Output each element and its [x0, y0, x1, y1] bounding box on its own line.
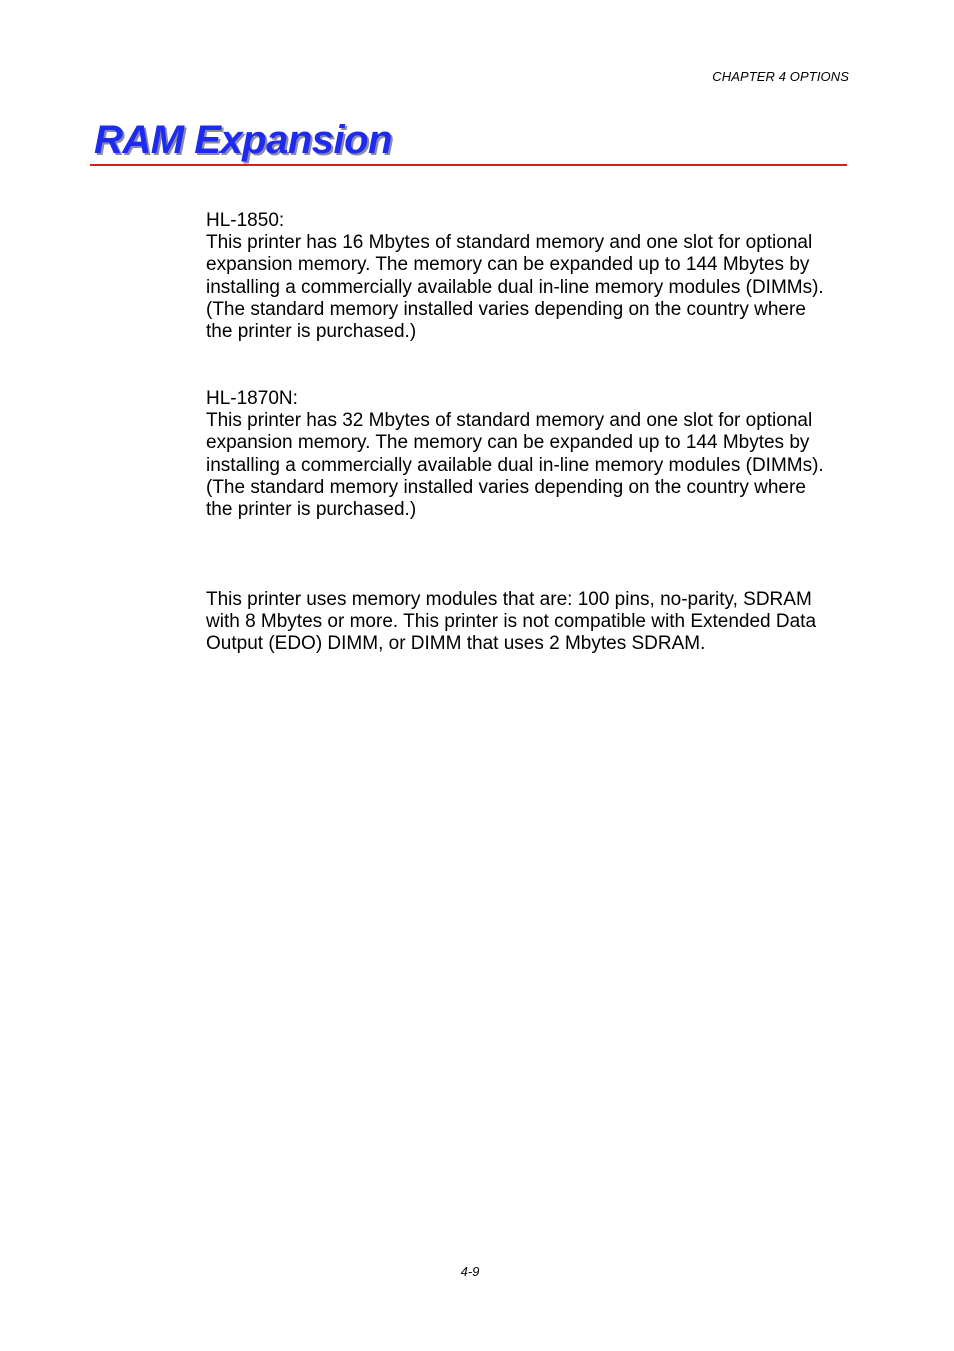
section-hl-1850: [206, 210, 846, 343]
body-line: This printer has 16 Mbytes of standard memory and one slot for optional: [206, 232, 813, 254]
model-heading: HL-1850:: [206, 210, 285, 231]
page-number: 4-9: [460, 1264, 480, 1279]
section-hl-1870n: [206, 388, 846, 521]
running-header: CHAPTER 4 OPTIONS: [712, 69, 849, 84]
body-line: with 8 Mbytes or more. This printer is not compatible with Extended Data: [206, 611, 817, 633]
title-underline: [90, 164, 847, 166]
body-line: expansion memory. The memory can be expanded up to 144 Mbytes by: [206, 254, 810, 276]
body-line: expansion memory. The memory can be expanded up to 144 Mbytes by: [206, 432, 810, 454]
body-line: installing a commercially available dual in-line memory modules (DIMMs).: [206, 276, 824, 298]
body-line: Output (EDO) DIMM, or DIMM that uses 2 Mbytes SDRAM.: [206, 633, 706, 655]
body-line: This printer uses memory modules that are: 100 pins, no-parity, SDRAM: [206, 589, 812, 610]
body-line: the printer is purchased.): [206, 321, 417, 343]
body-line: installing a commercially available dual in-line memory modules (DIMMs).: [206, 454, 824, 476]
body-line: This printer has 32 Mbytes of standard memory and one slot for optional: [206, 410, 813, 432]
page-title: RAM Expansion: [94, 118, 392, 162]
body-line: (The standard memory installed varies depending on the country where: [206, 298, 806, 320]
model-heading: HL-1870N:: [206, 388, 298, 409]
memory-module-note: [206, 589, 846, 656]
body-line: the printer is purchased.): [206, 499, 417, 521]
body-line: (The standard memory installed varies depending on the country where: [206, 476, 806, 498]
